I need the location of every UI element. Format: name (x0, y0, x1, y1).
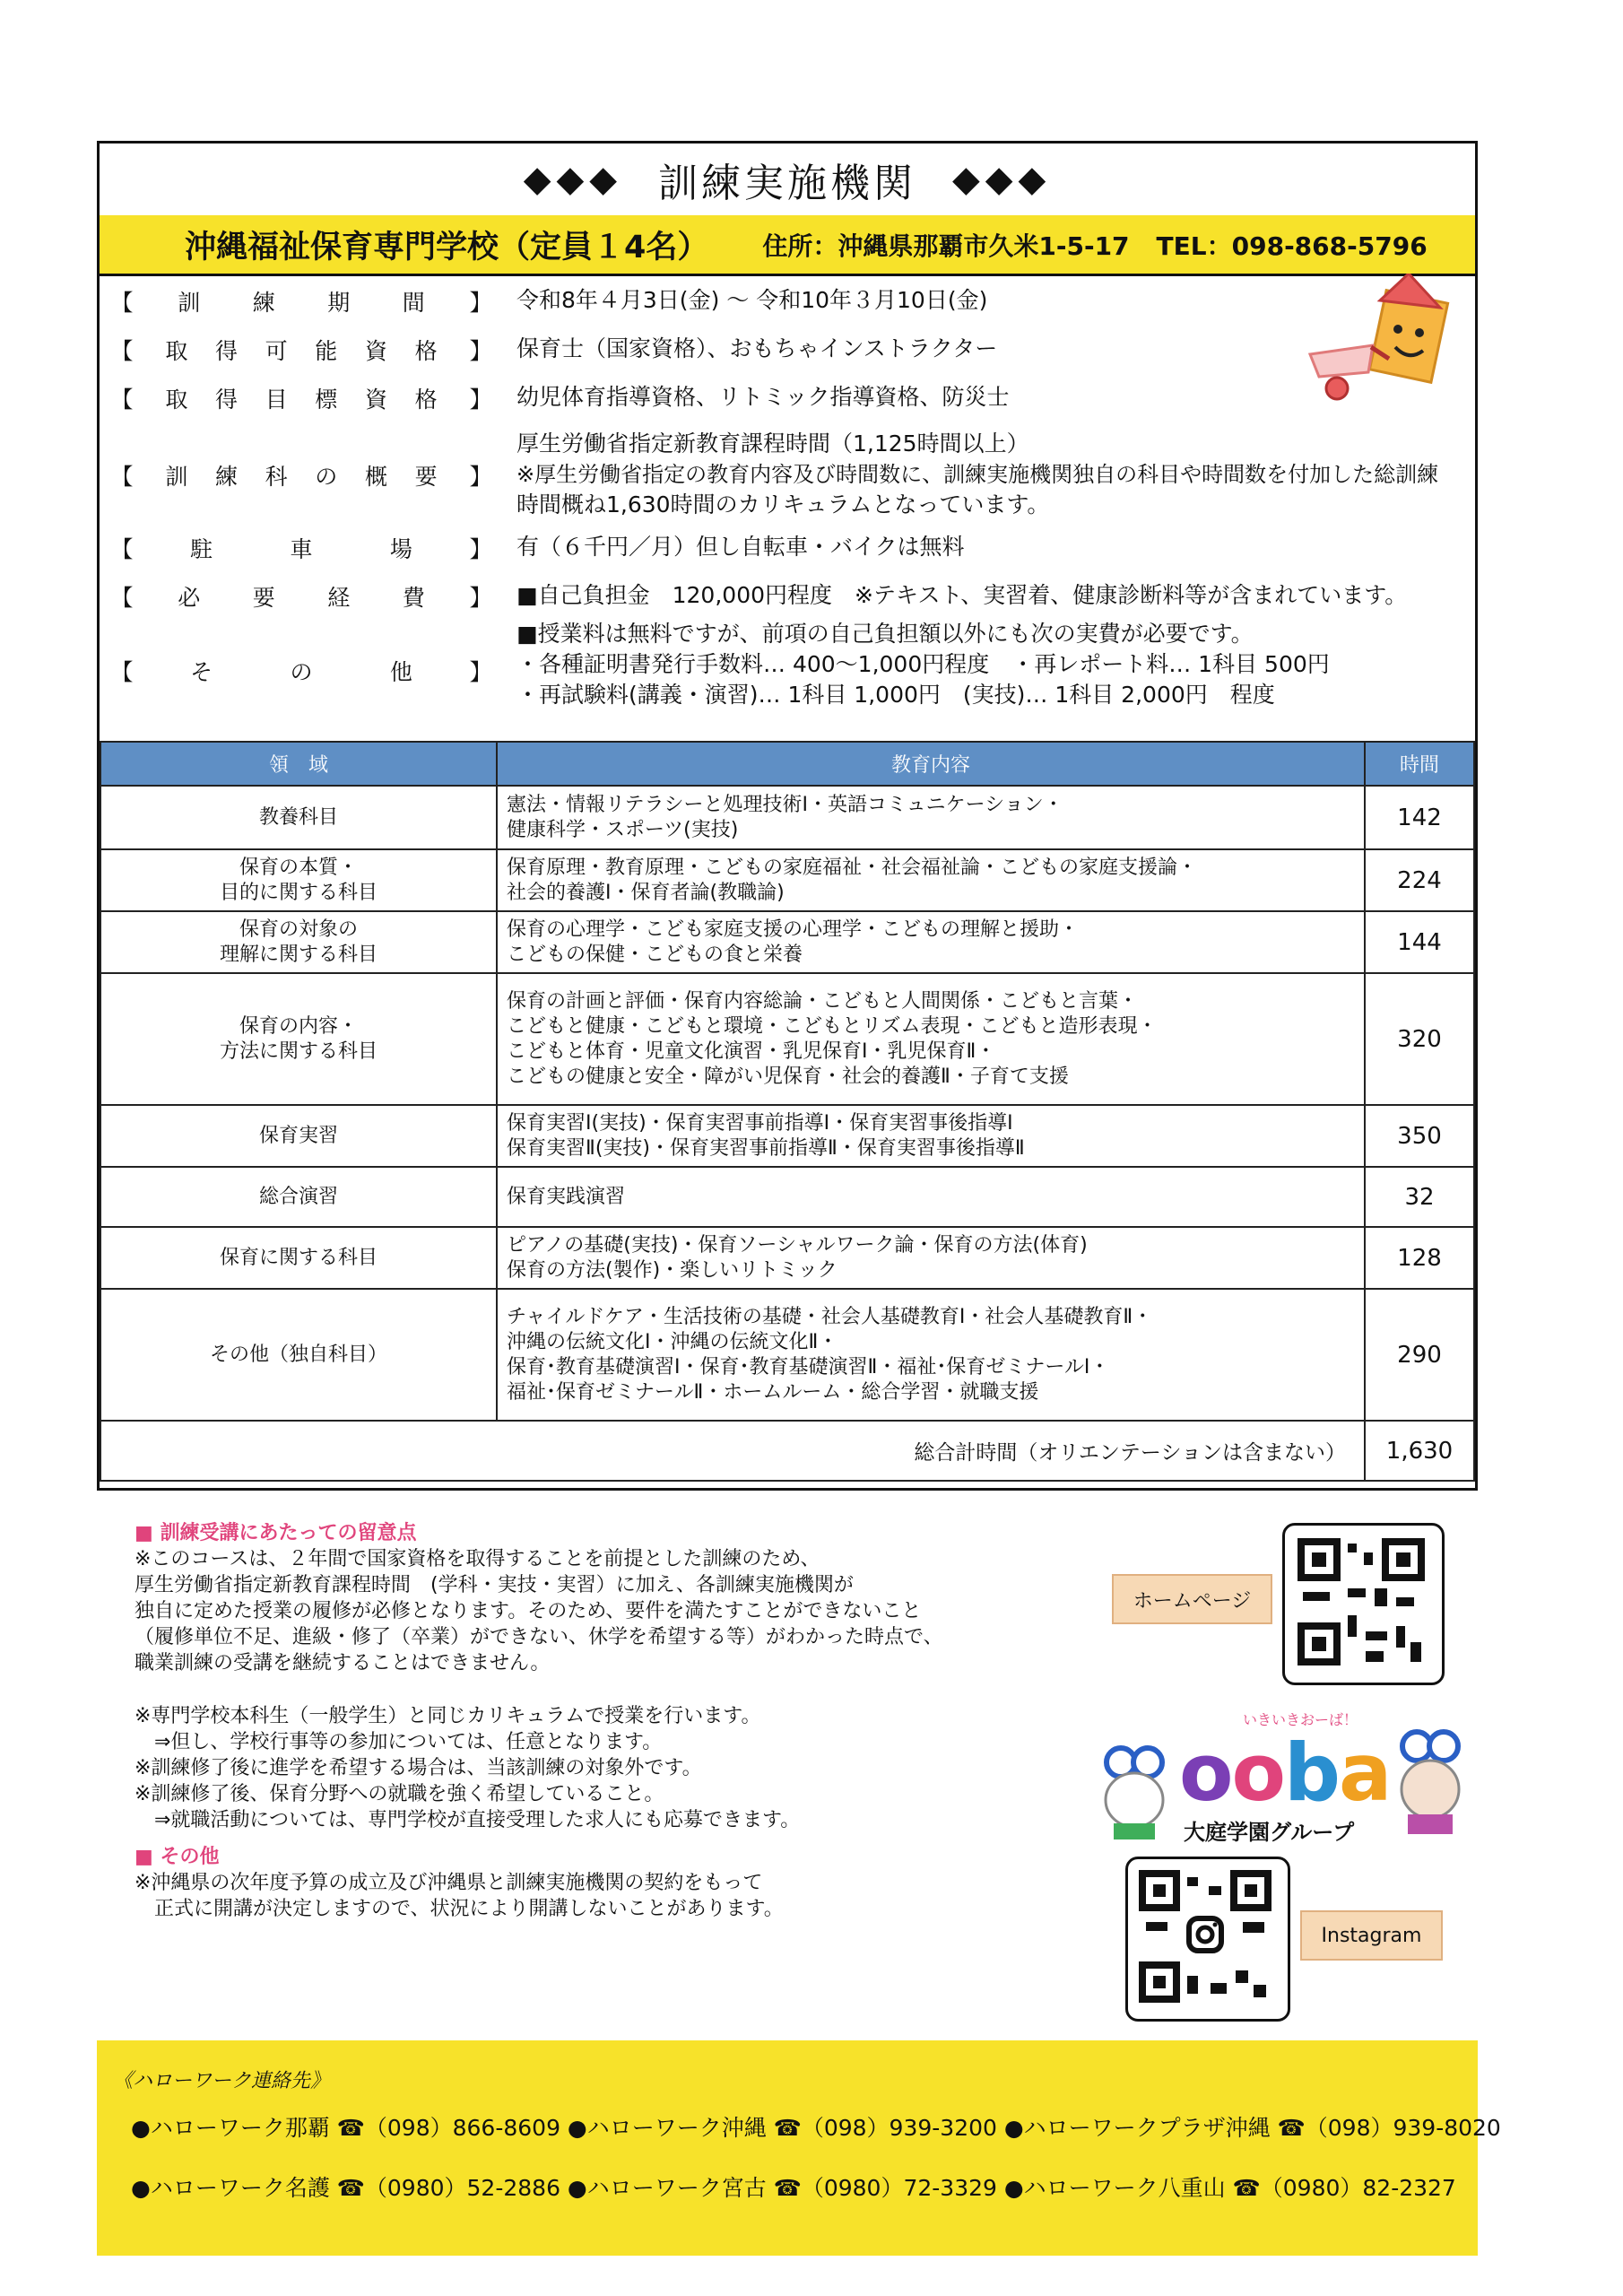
table-row (100, 911, 1474, 973)
cell-line: 保育実習 (258, 1124, 338, 1147)
label-char: 科 (265, 464, 288, 490)
info-value: 有（６千円／月）但し自転車・バイクは無料 (516, 534, 965, 560)
table-row (100, 973, 1474, 1105)
info-label: 【 取 得 可 能 資 格 】 (108, 334, 494, 366)
area-cell (100, 973, 497, 1105)
hours-cell: 142 (1365, 786, 1474, 849)
hellowork-row: ●ハローワーク那覇 ☎（098）866-8609 ●ハローワーク沖縄 ☎（098）939-3200 ●ハローワークプラザ沖縄 ☎（098）939-8020 (131, 2115, 1501, 2141)
notes-heading: ■ 訓練受講にあたっての留意点 (135, 1522, 417, 1544)
school-name: 沖縄福祉保育専門学校（定員１4名） (185, 229, 709, 265)
header-area: 領 域 (100, 742, 497, 786)
table-row (100, 1289, 1474, 1421)
content-cell (497, 786, 1365, 849)
info-label: 【 訓 練 期 間 】 (108, 285, 494, 317)
label-char: 他 (389, 659, 412, 685)
table-row (100, 1167, 1474, 1227)
cell-line: 保育実習Ⅱ(実技)・保育実習事前指導Ⅱ・保育実習事後指導Ⅱ (507, 1136, 1025, 1160)
hours-cell: 320 (1365, 973, 1474, 1105)
label-char: 経 (327, 585, 351, 611)
label-char: 駐 (190, 536, 213, 562)
label-char: 練 (214, 464, 238, 490)
mascot-left-icon (1094, 1744, 1175, 1843)
note-line: ⇒但し、学校行事等の参加については、任意となります。 (135, 1731, 663, 1753)
cell-line: 保育の本質・ (239, 856, 358, 879)
info-label: 【 そ の 他 】 (108, 655, 494, 687)
info-label: 【 必 要 経 費 】 (108, 580, 494, 613)
cell-line: 保育の計画と評価・保育内容総論・こどもと人間関係・こどもと言葉・ (507, 989, 1139, 1013)
hours-cell: 32 (1365, 1167, 1474, 1227)
cell-line: 保育の方法(製作)・楽しいリトミック (507, 1258, 838, 1282)
cell-line: こどもと健康・こどもと環境・こどもとリズム表現・こどもと造形表現・ (507, 1014, 1158, 1038)
info-label: 【 駐 車 場 】 (108, 532, 494, 564)
note-line: ※専門学校本科生（一般学生）と同じカリキュラムで授業を行います。 (135, 1705, 761, 1727)
qr-code-icon (1128, 1859, 1282, 2013)
note-line: ※沖縄県の次年度予算の成立及び沖縄県と訓練実施機関の契約をもって (135, 1872, 763, 1894)
area-cell (100, 1105, 497, 1167)
hours-cell: 290 (1365, 1289, 1474, 1421)
instagram-link[interactable]: Instagram (1300, 1910, 1443, 1961)
overview-line: ※厚生労働省指定の教育内容及び時間数に、訓練実施機関独自の科目や時間数を付加した総訓練 (516, 462, 1439, 487)
area-cell (100, 1289, 497, 1421)
label-char: そ (190, 659, 213, 685)
notes-heading: ■ その他 (135, 1846, 220, 1868)
cell-line: 保育の内容・ (239, 1014, 358, 1038)
logo-tagline: いきいきおーば！ (1242, 1711, 1358, 1728)
cell-line: 理解に関する科目 (219, 943, 378, 966)
label-char: 必 (178, 585, 201, 611)
note-line: ※訓練修了後、保育分野への就職を強く希望していること。 (135, 1783, 664, 1805)
logo-group-name: 大庭学園グループ (1184, 1820, 1355, 1845)
label-char: 得 (214, 338, 238, 364)
table-row (100, 1105, 1474, 1167)
label-char: 取 (165, 387, 188, 413)
hours-cell: 224 (1365, 849, 1474, 911)
cell-line: こどもの健康と安全・障がい児保育・社会的養護Ⅱ・子育て支援 (507, 1065, 1069, 1088)
cell-line: 保育に関する科目 (219, 1246, 378, 1269)
header-hours: 時間 (1365, 742, 1474, 786)
label-char: 間 (402, 290, 425, 316)
curriculum-body (100, 786, 1474, 1481)
wheelbarrow-mascot-illustration (1301, 274, 1454, 404)
label-char: 概 (364, 464, 387, 490)
total-row (100, 1421, 1474, 1481)
area-cell (100, 849, 497, 911)
logo-wordmark: ooba (1179, 1726, 1391, 1819)
label-char: 場 (389, 536, 412, 562)
cell-line: 保育原理・教育原理・こどもの家庭福祉・社会福祉論・こどもの家庭支援論・ (507, 856, 1198, 879)
label-char: 訓 (165, 464, 188, 490)
label-char: 期 (327, 290, 351, 316)
content-cell (497, 1289, 1365, 1421)
cell-line: 教養科目 (258, 805, 338, 829)
cell-line: こどもの保健・こどもの食と栄養 (507, 943, 803, 966)
info-value (516, 429, 1457, 520)
label-char: 能 (315, 338, 338, 364)
note-line: （履修単位不足、進級・修了（卒業）ができない、休学を希望する等）がわかった時点で、 (135, 1626, 943, 1648)
info-label: 【 取 得 目 標 資 格 】 (108, 382, 494, 414)
table-row (100, 849, 1474, 911)
school-tel: TEL：098-868-5796 (1156, 230, 1428, 261)
hours-cell: 128 (1365, 1227, 1474, 1289)
other-line: ・再試験料(講義・演習)… 1科目 1,000円 (実技)… 1科目 2,000円 程度 (516, 682, 1275, 708)
info-value: ■自己負担金 120,000円程度 ※テキスト、実習着、健康診断料等が含まれています。 (516, 582, 1408, 608)
content-cell (497, 1105, 1365, 1167)
content-cell (497, 1167, 1365, 1227)
homepage-qr-code[interactable] (1282, 1523, 1445, 1685)
label-char: 可 (265, 338, 288, 364)
diamond-icon: ◆◆◆ (952, 159, 1052, 200)
ooba-group-logo (1094, 1709, 1471, 1861)
hours-cell: 350 (1365, 1105, 1474, 1167)
hours-cell: 144 (1365, 911, 1474, 973)
other-line: ■授業料は無料ですが、前項の自己負担額以外にも次の実費が必要です。 (516, 621, 1254, 647)
overview-line: 時間概ね1,630時間のカリキュラムとなっています。 (516, 491, 1050, 517)
section-title (100, 144, 1475, 218)
info-value: 令和8年４月3日(金) ～ 令和10年３月10日(金) (516, 287, 988, 313)
hellowork-row: ●ハローワーク名護 ☎（0980）52-2886 ●ハローワーク宮古 ☎（0980）72-3329 ●ハローワーク八重山 ☎（0980）82-2327 (131, 2175, 1456, 2201)
mascot-right-icon (1390, 1726, 1471, 1843)
note-line: 厚生労働省指定新教育課程時間 (学科・実技・実習）に加え、各訓練実施機関が (135, 1574, 854, 1596)
label-char: 格 (414, 338, 438, 364)
label-char: 格 (414, 387, 438, 413)
cell-line: 保育の対象の (239, 918, 358, 941)
note-line: ※訓練修了後に進学を希望する場合は、当該訓練の対象外です。 (135, 1757, 702, 1779)
hellowork-title: 《ハローワーク連絡先》 (113, 2070, 331, 2092)
label-char: の (290, 659, 313, 685)
label-char: 資 (364, 338, 387, 364)
cell-line: 総合演習 (258, 1185, 338, 1208)
qr-code-icon (1285, 1526, 1437, 1678)
note-line: 正式に開講が決定しますので、状況により開講しないことがあります。 (135, 1898, 784, 1920)
cell-line: 健康科学・スポーツ(実技) (507, 818, 739, 841)
note-line: 独自に定めた授業の履修が必修となります。そのため、要件を満たすことができないこと (135, 1600, 922, 1622)
label-char: 標 (315, 387, 338, 413)
content-cell (497, 973, 1365, 1105)
cell-line: 方法に関する科目 (219, 1039, 378, 1063)
table-row (100, 786, 1474, 849)
area-cell (100, 786, 497, 849)
content-cell (497, 849, 1365, 911)
cell-line: その他（独自科目） (209, 1343, 387, 1366)
note-line: 職業訓練の受講を継続することはできません。 (135, 1652, 551, 1674)
area-cell (100, 1167, 497, 1227)
other-line: ・各種証明書発行手数料… 400～1,000円程度 ・再レポート料… 1科目 500円 (516, 651, 1330, 677)
cell-line: 保育･教育基礎演習Ⅰ・保育･教育基礎演習Ⅱ・福祉･保育ゼミナールⅠ・ (507, 1355, 1110, 1378)
cell-line: 保育実習Ⅰ(実技)・保育実習事前指導Ⅰ・保育実習事後指導Ⅰ (507, 1111, 1013, 1135)
info-label: 【 訓 練 科 の 概 要 】 (108, 459, 494, 491)
cell-line: 福祉･保育ゼミナールⅡ・ホームルーム・総合学習・就職支援 (507, 1380, 1039, 1404)
label-char: 取 (165, 338, 188, 364)
label-char: 資 (364, 387, 387, 413)
hellowork-contacts (97, 2040, 1501, 2256)
school-bar (100, 215, 1475, 276)
info-value: 幼児体育指導資格、リトミック指導資格、防災士 (516, 384, 1010, 410)
label-char: 得 (214, 387, 238, 413)
area-cell (100, 911, 497, 973)
cell-line: ピアノの基礎(実技)・保育ソーシャルワーク論・保育の方法(体育) (507, 1233, 1088, 1257)
info-value: 保育士（国家資格）、おもちゃインストラクター (516, 335, 998, 361)
cell-line: 目的に関する科目 (219, 881, 378, 904)
table-header-row (100, 742, 1474, 786)
table-row (100, 1227, 1474, 1289)
diamond-icon: ◆◆◆ (523, 159, 622, 200)
header-content: 教育内容 (497, 742, 1365, 786)
school-address: 住所：沖縄県那覇市久米1-5-17 (762, 230, 1130, 261)
cell-line: チャイルドケア・生活技術の基礎・社会人基礎教育Ⅰ・社会人基礎教育Ⅱ・ (507, 1305, 1153, 1328)
label-char: 車 (290, 536, 313, 562)
label-char: 練 (252, 290, 275, 316)
note-line: ⇒就職活動については、専門学校が直接受理した求人にも応募できます。 (135, 1809, 801, 1831)
label-char: 要 (414, 464, 438, 490)
note-line: ※このコースは、２年間で国家資格を取得することを前提とした訓練のため、 (135, 1548, 820, 1570)
overview-line: 厚生労働省指定新教育課程時間（1,125時間以上） (516, 430, 1029, 457)
cell-line: 保育の心理学・こども家庭支援の心理学・こどもの理解と援助・ (507, 918, 1080, 941)
label-char: 訓 (178, 290, 201, 316)
curriculum-table (100, 741, 1475, 1482)
instagram-qr-code[interactable] (1125, 1857, 1290, 2022)
info-value (516, 619, 1457, 710)
notes-section (135, 1520, 1076, 1922)
content-cell (497, 1227, 1365, 1289)
homepage-link[interactable]: ホームページ (1112, 1574, 1272, 1624)
label-char: 要 (252, 585, 275, 611)
area-cell (100, 1227, 497, 1289)
title-text: 訓練実施機関 (658, 161, 916, 206)
content-cell (497, 911, 1365, 973)
total-hours: 1,630 (1365, 1421, 1474, 1481)
cell-line: 保育実践演習 (507, 1185, 626, 1208)
cell-line: 社会的養護Ⅰ・保育者論(教職論) (507, 881, 785, 904)
label-char: の (315, 464, 338, 490)
total-label: 総合計時間（オリエンテーションは含まない） (100, 1421, 1365, 1481)
cell-line: 沖縄の伝統文化Ⅰ・沖縄の伝統文化Ⅱ・ (507, 1330, 838, 1353)
cell-line: こどもと体育・児童文化演習・乳児保育Ⅰ・乳児保育Ⅱ・ (507, 1039, 996, 1063)
label-char: 費 (402, 585, 425, 611)
cell-line: 憲法・情報リテラシーと処理技術Ⅰ・英語コミュニケーション・ (507, 793, 1063, 816)
training-institution-frame (97, 141, 1478, 1491)
label-char: 目 (265, 387, 288, 413)
